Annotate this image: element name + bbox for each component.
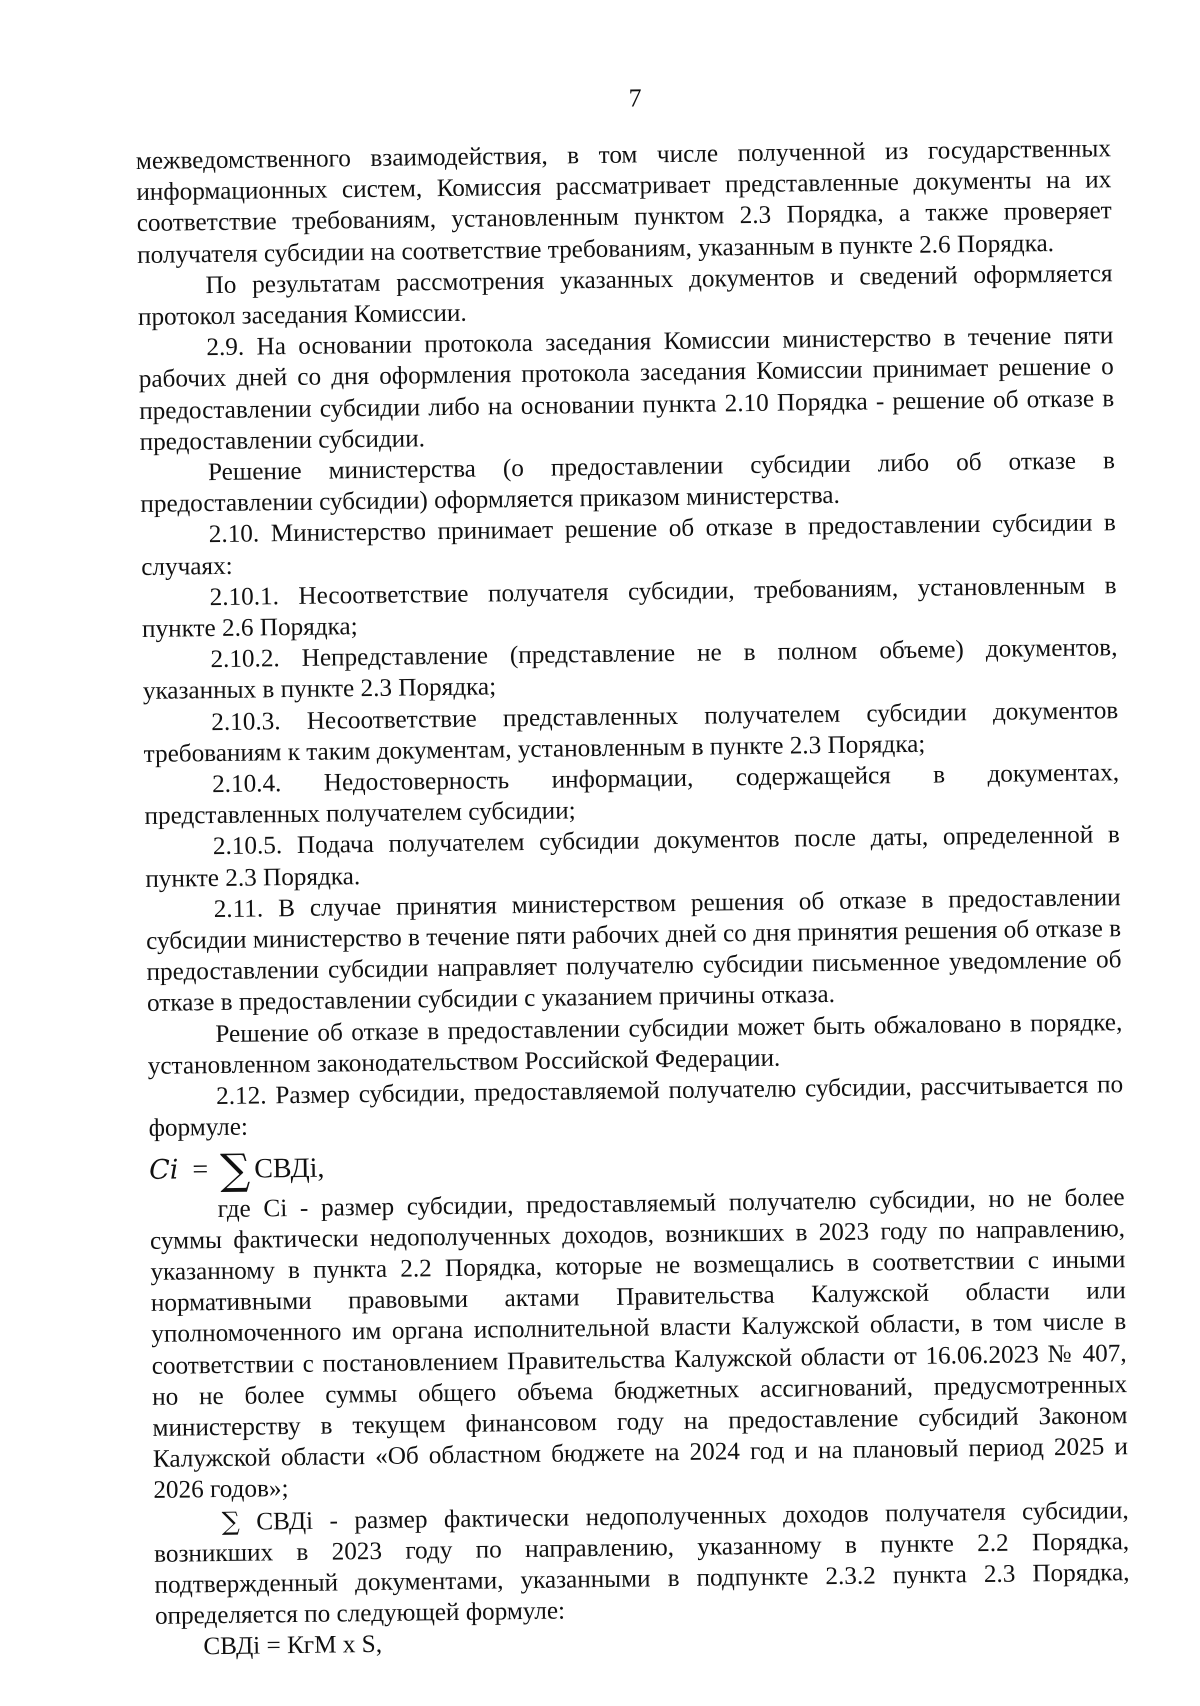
paragraph-2-10-2: 2.10.2. Непредставление (представление не в полном объеме) документов, указанных в пункте 2.3 Порядка; — [142, 634, 1118, 706]
formula-rhs: СВДi, — [254, 1152, 325, 1185]
sum-icon: ∑ — [219, 1144, 251, 1194]
svdi-definition-text: СВДi - размер фактически недополученных доходов получателя субсидии, возникших в 2023 году по направлению, указанному в пункте 2.2 Порядка, подтвержденный документами, указанными в подпункте 2.3.2 пункта 2.3 Порядка, определяется по следующей формуле: — [154, 1496, 1130, 1631]
paragraph-2-10-4: 2.10.4. Недостоверность информации, содержащейся в документах, представленных получателем субсидии; — [144, 759, 1120, 831]
paragraph-appeal: Решение об отказе в предоставлении субсидии может быть обжаловано в порядке, установленном законодательством Российской Федерации. — [147, 1008, 1123, 1080]
svdi-formula: СВДi = КгМ х S, — [203, 1631, 383, 1661]
paragraph-2-10-5: 2.10.5. Подача получателем субсидии документов после даты, определенной в пункте 2.3 Порядка. — [145, 821, 1121, 893]
paragraph-2-11: 2.11. В случае принятия министерством решения об отказе в предоставлении субсидии министерство в течение пяти рабочих дней со дня принятия решения об отказе в предоставлении субсидии направляет получателю субсидии письменное уведомление об отказе в предоставлении субсидии с указанием причины отказа. — [145, 884, 1122, 1018]
paragraph-2-9: 2.9. На основании протокола заседания Комиссии министерство в течение пяти рабочих дней со дня оформления протокола заседания Комиссии принимает решение о предоставлении субсидии либо на основании пункта 2.10 Порядка - решение об отказе в предоставлении субсидии. — [138, 322, 1115, 456]
paragraph-protocol: По результатам рассмотрения указанных документов и сведений оформляется протокол заседания Комиссии. — [137, 260, 1113, 332]
paragraph-decision-order: Решение министерства (о предоставлении субсидии либо об отказе в предоставлении субсидии) оформляется приказом министерства. — [140, 447, 1116, 519]
paragraph-interagency-review: межведомственного взаимодействия, в том числе полученной из государственных информационных систем, Комиссия рассматривает представленные документы на их соответствие требованиям, установленным пунктом 2.3 Порядка, а также проверяет получателя субсидии на соответствие требованиям, указанным в пункте 2.6 Порядка. — [135, 135, 1112, 269]
paragraph-ci-definition: где Ci - размер субсидии, предоставляемый получателю субсидии, но не более суммы фактически недополученных доходов, возникших в 2023 году по направлению, указанному в пункта 2.2 Порядка, которые не возмещались в соответствии с иными нормативными правовыми актами Правительства Калужской области или уполномоченного им органа исполнительной власти Калужской области, в том числе в соответствии с постановлением Правительства Калужской области от 16.06.2023 № 407, но не более суммы общего объема бюджетных ассигнований, предусмотренных министерству в текущем финансовом году на предоставление субсидий Законом Калужской области «Об областном бюджете на 2024 год и на плановый период 2025 и 2026 годов»; — [149, 1183, 1129, 1505]
formula-lhs: Ci — [148, 1154, 179, 1186]
paragraph-2-10-3: 2.10.3. Несоответствие представленных получателем субсидии документов требованиям к таким документам, установленным в пункте 2.3 Порядка; — [143, 696, 1119, 768]
page-number: 7 — [628, 83, 642, 113]
paragraph-2-10: 2.10. Министерство принимает решение об отказе в предоставлении субсидии в случаях: — [141, 509, 1116, 581]
document-body — [136, 133, 1131, 1663]
sum-icon: ∑ — [221, 1506, 240, 1536]
paragraph-svdi-definition — [154, 1494, 1131, 1633]
formula-equals: = — [192, 1153, 209, 1185]
paragraph-2-10-1: 2.10.1. Несоответствие получателя субсидии, требованиям, установленным в пункте 2.6 Порядка; — [141, 572, 1117, 644]
paragraph-2-12: 2.12. Размер субсидии, предоставляемой получателю субсидии, рассчитывается по формуле: — [148, 1071, 1124, 1143]
